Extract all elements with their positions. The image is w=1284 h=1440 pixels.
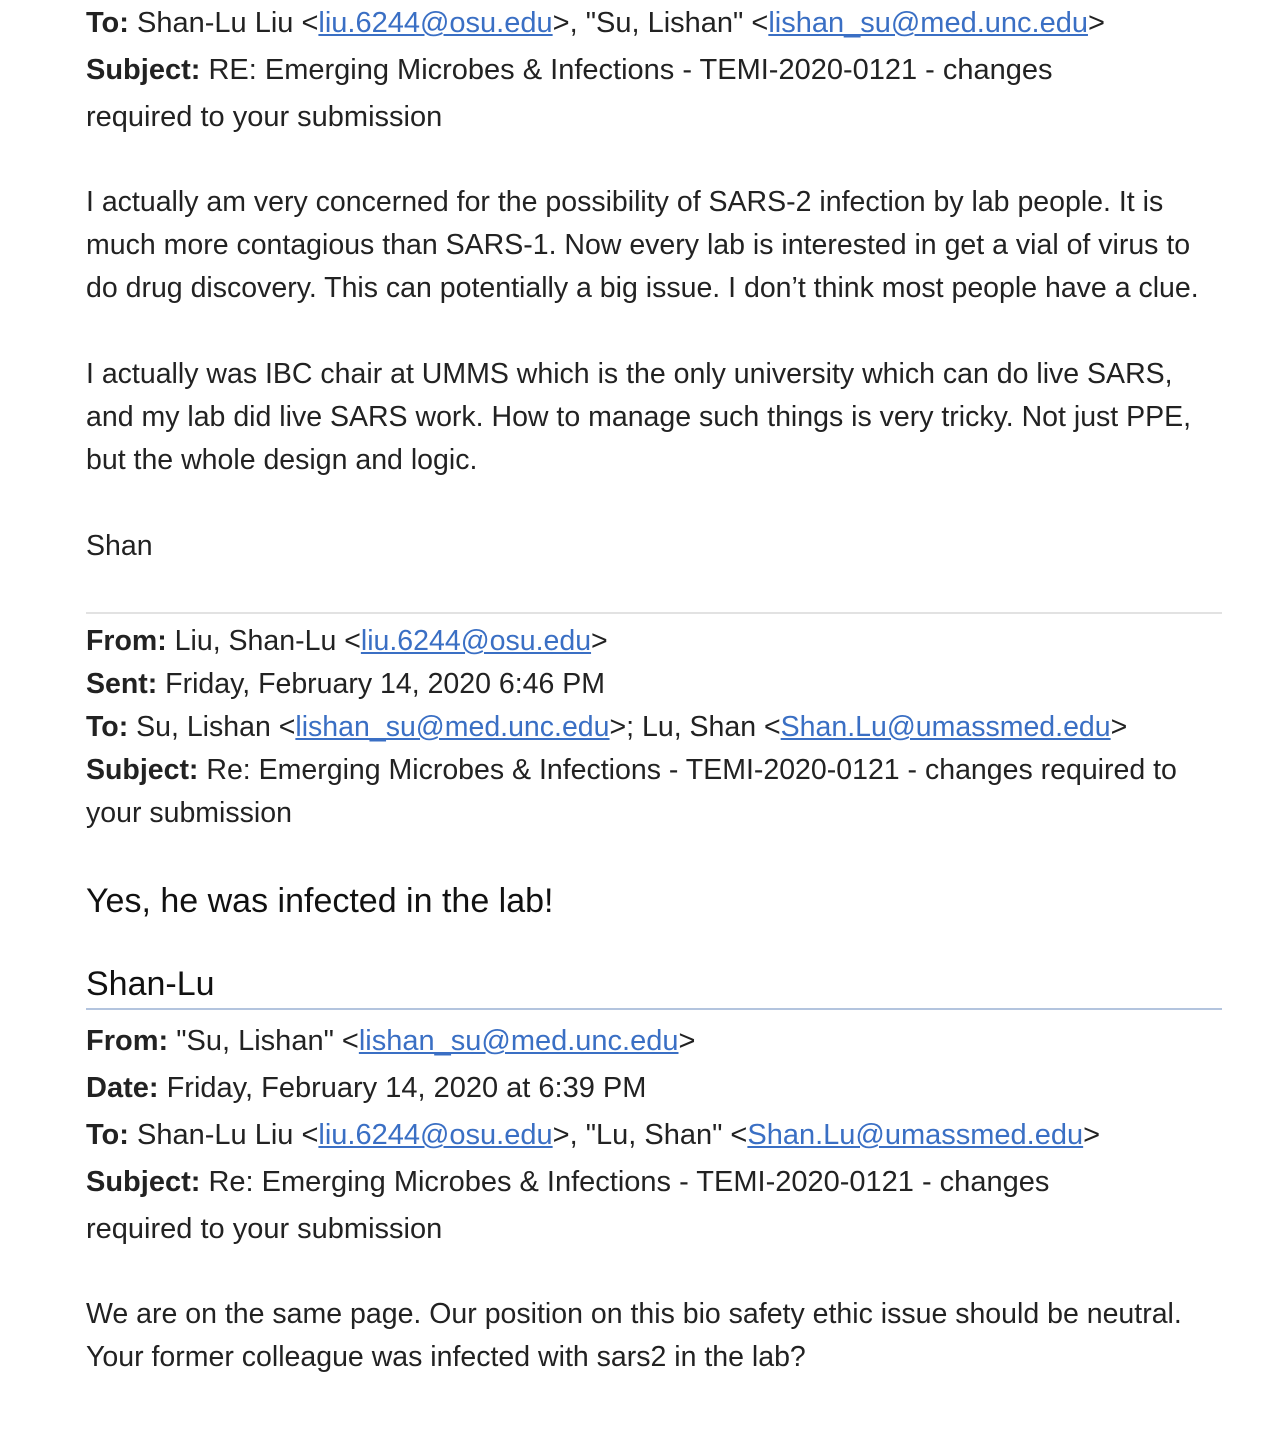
subject-line-cont: your submission bbox=[86, 797, 292, 829]
email-link[interactable]: lishan_su@med.unc.edu bbox=[358, 1025, 679, 1057]
to-name: Su, Lishan < bbox=[136, 711, 296, 743]
message-text: Yes, he was infected in the lab! bbox=[86, 882, 554, 920]
sent-line bbox=[86, 663, 1222, 706]
date-label: Date: bbox=[86, 1072, 159, 1104]
to-line bbox=[86, 706, 1222, 749]
subject-label: Subject: bbox=[86, 754, 199, 786]
subject-text: Re: Emerging Microbes & Infections - TEMI-2020-0121 - changes required to bbox=[206, 754, 1177, 786]
from-line bbox=[86, 1018, 1222, 1065]
signature: Shan bbox=[86, 530, 153, 562]
email-link[interactable]: lishan_su@med.unc.edu bbox=[768, 7, 1088, 39]
message-paragraph: I actually was IBC chair at UMMS which is the only university which can do live SARS, and my lab did live SARS work. How to manage such things is very tricky. Not just PPE, but the whole design and logic. bbox=[86, 358, 1192, 476]
subject-line bbox=[86, 1159, 1222, 1206]
email-link[interactable]: liu.6244@osu.edu bbox=[360, 625, 592, 657]
to-separator: >; Lu, Shan < bbox=[609, 711, 781, 743]
message-paragraph: We are on the same page. Our position on this bio safety ethic issue should be neutral. Your former colleague was infected with sars2 in the lab? bbox=[86, 1298, 1182, 1373]
to-end: > bbox=[1083, 1119, 1101, 1151]
original-header bbox=[86, 1018, 1222, 1253]
subject-line-cont: required to your submission bbox=[86, 101, 443, 133]
email-link[interactable]: liu.6244@osu.edu bbox=[318, 7, 553, 39]
to-line bbox=[86, 1112, 1222, 1159]
top-header bbox=[86, 0, 1222, 141]
to-separator: >, "Su, Lishan" < bbox=[552, 7, 769, 39]
signature: Shan-Lu bbox=[86, 965, 215, 1003]
subject-text: Re: Emerging Microbes & Infections - TEMI-2020-0121 - changes bbox=[208, 1166, 1050, 1198]
to-label: To: bbox=[86, 1119, 129, 1151]
email-thread bbox=[86, 0, 1222, 1379]
to-name: Shan-Lu Liu < bbox=[137, 1119, 319, 1151]
from-label: From: bbox=[86, 625, 167, 657]
email-link[interactable]: lishan_su@med.unc.edu bbox=[295, 711, 610, 743]
subject-line bbox=[86, 47, 1222, 94]
forward-header bbox=[86, 620, 1222, 835]
subject-label: Subject: bbox=[86, 1166, 201, 1198]
date-line bbox=[86, 1065, 1222, 1112]
sent-value: Friday, February 14, 2020 6:46 PM bbox=[165, 668, 606, 700]
from-end: > bbox=[591, 625, 608, 657]
subject-label: Subject: bbox=[86, 54, 201, 86]
from-name: Liu, Shan-Lu < bbox=[174, 625, 361, 657]
date-value: Friday, February 14, 2020 at 6:39 PM bbox=[166, 1072, 647, 1104]
to-end: > bbox=[1087, 7, 1105, 39]
to-separator: >, "Lu, Shan" < bbox=[552, 1119, 748, 1151]
to-label: To: bbox=[86, 7, 129, 39]
from-label: From: bbox=[86, 1025, 169, 1057]
subject-line-cont: required to your submission bbox=[86, 1213, 443, 1245]
subject-text: RE: Emerging Microbes & Infections - TEMI-2020-0121 - changes bbox=[208, 54, 1053, 86]
to-line bbox=[86, 0, 1222, 47]
to-label: To: bbox=[86, 711, 129, 743]
to-end: > bbox=[1110, 711, 1128, 743]
email-link[interactable]: Shan.Lu@umassmed.edu bbox=[747, 1119, 1084, 1151]
to-name: Shan-Lu Liu < bbox=[137, 7, 319, 39]
sent-label: Sent: bbox=[86, 668, 158, 700]
message-paragraph: I actually am very concerned for the possibility of SARS-2 infection by lab people. It is much more contagious than SARS-1. Now every lab is interested in get a vial of virus to do drug discovery. This can potentially a big issue. I don’t think most people have a clue. bbox=[86, 186, 1199, 304]
from-end: > bbox=[678, 1025, 696, 1057]
email-link[interactable]: liu.6244@osu.edu bbox=[318, 1119, 553, 1151]
from-name: "Su, Lishan" < bbox=[176, 1025, 359, 1057]
from-line bbox=[86, 620, 1222, 663]
subject-line bbox=[86, 749, 1222, 792]
email-link[interactable]: Shan.Lu@umassmed.edu bbox=[780, 711, 1111, 743]
